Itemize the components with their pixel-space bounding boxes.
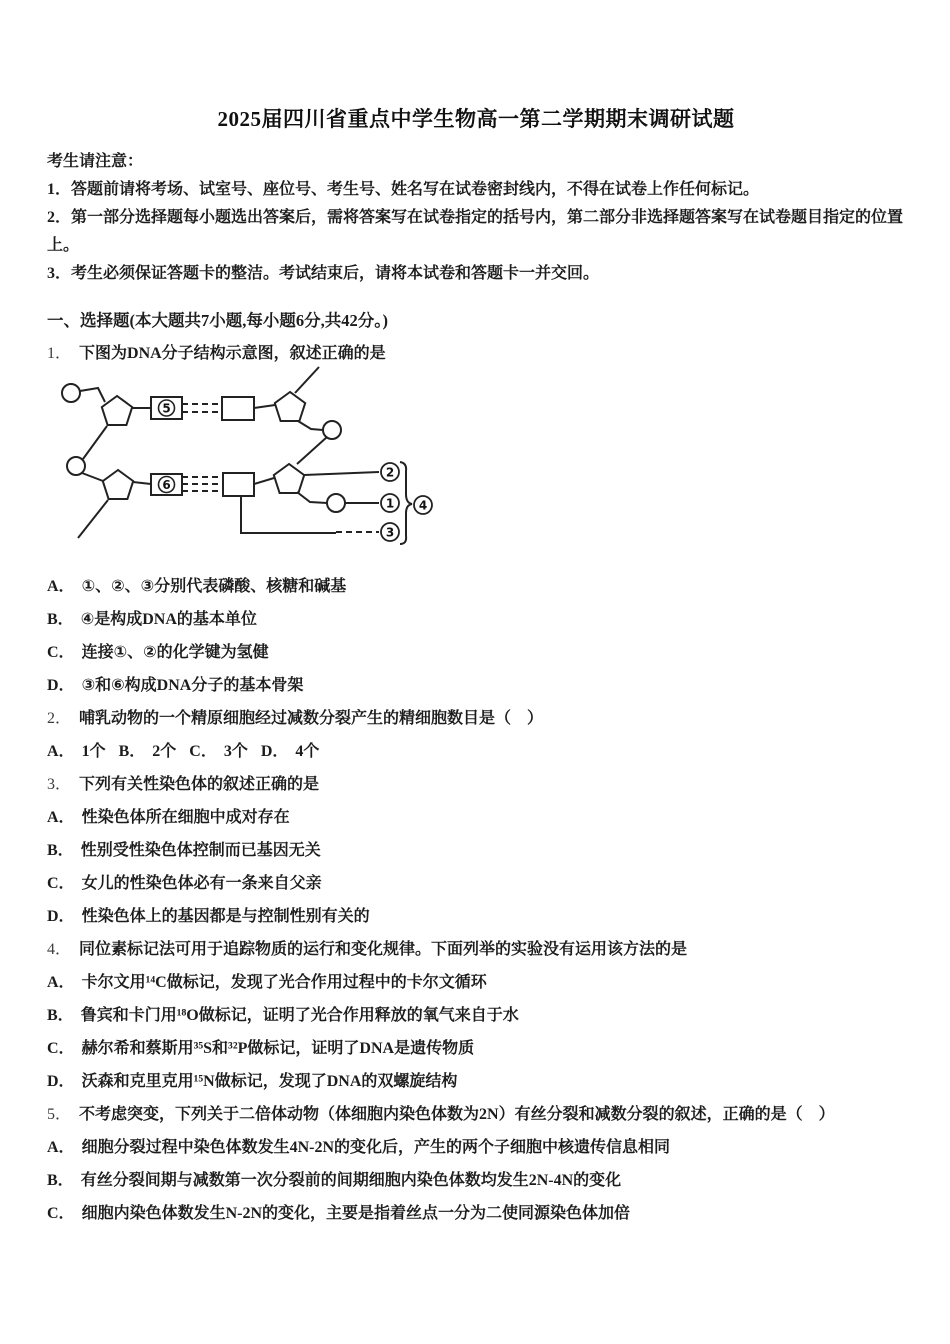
option-label: C． <box>47 644 75 661</box>
option-label: B． <box>47 611 74 628</box>
question-1-stem: 下图为DNA分子结构示意图，叙述正确的是 <box>79 345 386 362</box>
option-text: 3个 <box>223 743 248 760</box>
option-text: 细胞分裂过程中染色体数发生4N-2N的变化后，产生的两个子细胞中核遗传信息相同 <box>81 1139 671 1156</box>
option-label: B． <box>47 842 74 859</box>
option-text: 鲁宾和卡门用¹⁸O做标记，证明了光合作用释放的氧气来自于水 <box>80 1007 519 1024</box>
dna-structure-diagram <box>47 360 449 560</box>
section-heading: 一、选择题(本大题共7小题,每小题6分,共42分。) <box>47 311 388 330</box>
question-2-option <box>189 743 248 760</box>
option-label: B． <box>118 743 146 760</box>
backbone-line <box>82 473 103 481</box>
option-text: 卡尔文用¹⁴C做标记，发现了光合作用过程中的卡尔文循环 <box>81 974 487 991</box>
option-text: 4个 <box>295 743 320 760</box>
question-3-option <box>47 900 905 933</box>
backbone-line <box>80 388 105 402</box>
option-label: A． <box>47 1139 75 1156</box>
diagram-shapes <box>62 367 432 544</box>
page-title: 2025届四川省重点中学生物高一第二学期期末调研试题 <box>217 107 735 131</box>
option-label: A． <box>47 809 75 826</box>
option-label: D． <box>47 677 75 694</box>
option-label: C． <box>189 743 217 760</box>
bond-line <box>254 478 274 484</box>
question-2-option <box>261 743 320 760</box>
diagram-digits <box>162 401 427 539</box>
phosphate-circle <box>323 421 341 439</box>
deoxyribose-pentagon <box>274 464 304 493</box>
notice-heading: 考生请注意： <box>47 153 144 170</box>
label-4: 4 <box>418 498 428 513</box>
option-text: 赫尔希和蔡斯用³⁵S和³²P做标记，证明了DNA是遗传物质 <box>81 1040 475 1057</box>
label-1: 1 <box>385 496 395 511</box>
option-text: ③和⑥构成DNA分子的基本骨架 <box>81 677 304 694</box>
label-3: 3 <box>385 525 395 540</box>
option-label: C． <box>47 1040 75 1057</box>
backbone-line <box>297 492 327 503</box>
option-text: 性染色体所在细胞中成对存在 <box>81 809 290 826</box>
question-4-option <box>47 999 905 1032</box>
question-5-stem: 不考虑突变，下列关于二倍体动物（体细胞内染色体数为2N）有丝分裂和减数分裂的叙述，正确的是（ ） <box>79 1106 835 1123</box>
label-2: 2 <box>385 465 395 480</box>
option-label: A． <box>47 974 75 991</box>
option-label: D． <box>260 743 289 760</box>
question-3 <box>47 768 905 801</box>
option-text: 有丝分裂间期与减数第一次分裂前的间期细胞内染色体数均发生2N-4N的变化 <box>80 1172 622 1189</box>
option-text: 1个 <box>81 743 106 760</box>
question-3-stem: 下列有关性染色体的叙述正确的是 <box>79 776 320 793</box>
bond-line <box>133 482 151 484</box>
question-1-number: 1． <box>47 345 72 362</box>
option-text: 连接①、②的化学键为氢健 <box>81 644 269 661</box>
option-label: A． <box>47 743 75 760</box>
question-2 <box>47 702 905 735</box>
deoxyribose-pentagon <box>103 470 133 499</box>
backbone-line <box>297 437 327 464</box>
option-label: B． <box>47 1172 74 1189</box>
option-text: 性染色体上的基因都是与控制性别有关的 <box>81 908 370 925</box>
question-4-number: 4． <box>47 941 72 958</box>
phosphate-circle <box>327 494 345 512</box>
label-5: 5 <box>162 401 171 416</box>
option-label: D． <box>47 908 75 925</box>
option-label: B． <box>47 1007 74 1024</box>
question-2-option <box>47 743 106 760</box>
option-text: 女儿的性染色体必有一条来自父亲 <box>81 875 322 892</box>
question-2-options-row <box>47 735 905 768</box>
question-5 <box>47 1098 905 1131</box>
question-1 <box>47 337 905 370</box>
notice-line: 2．第一部分选择题每小题选出答案后，需将答案写在试卷指定的括号内，第二部分非选择题答案写在试卷题目指定的位置上。 <box>47 209 904 254</box>
notice-line: 1．答题前请将考场、试室号、座位号、考生号、姓名写在试卷密封线内，不得在试卷上作任何标记。 <box>47 181 760 198</box>
question-3-option <box>47 834 905 867</box>
pointer-line-3 <box>241 496 336 533</box>
question-5-option <box>47 1131 905 1164</box>
question-4 <box>47 933 905 966</box>
option-label: D． <box>47 1073 75 1090</box>
question-3-number: 3． <box>47 776 72 793</box>
question-3-option <box>47 867 905 900</box>
deoxyribose-pentagon <box>102 396 132 425</box>
base-box-top-right <box>222 397 254 420</box>
backbone-line <box>298 421 323 430</box>
question-2-option <box>119 743 177 760</box>
question-5-option <box>47 1164 905 1197</box>
question-4-stem: 同位素标记法可用于追踪物质的运行和变化规律。下面列举的实验没有运用该方法的是 <box>79 941 688 958</box>
grouping-brace <box>400 462 412 544</box>
question-1-option <box>47 669 905 702</box>
deoxyribose-pentagon <box>275 392 305 421</box>
notice-line: 3．考生必须保证答题卡的整洁。考试结束后，请将本试卷和答题卡一并交回。 <box>47 265 600 282</box>
question-5-option <box>47 1197 905 1230</box>
question-5-number: 5． <box>47 1106 72 1123</box>
question-3-option <box>47 801 905 834</box>
option-label: A． <box>47 578 75 595</box>
question-1-option <box>47 603 905 636</box>
option-text: ④是构成DNA的基本单位 <box>80 611 257 628</box>
question-4-option <box>47 1065 905 1098</box>
question-1-option <box>47 636 905 669</box>
option-text: 性别受性染色体控制而已基因无关 <box>80 842 321 859</box>
strand-continuation-line <box>78 500 108 538</box>
question-4-option <box>47 966 905 999</box>
option-text: 细胞内染色体数发生N-2N的变化，主要是指着丝点一分为二使同源染色体加倍 <box>81 1205 631 1222</box>
bond-line <box>254 405 275 408</box>
option-label: C． <box>47 1205 75 1222</box>
pointer-line-2 <box>304 472 379 475</box>
option-text: 沃森和克里克用¹⁵N做标记，发现了DNA的双螺旋结构 <box>81 1073 458 1090</box>
strand-continuation-line <box>295 367 319 393</box>
base-box-bottom-right <box>223 473 254 496</box>
question-2-stem: 哺乳动物的一个精原细胞经过减数分裂产生的精细胞数目是（ ） <box>79 710 544 727</box>
label-6: 6 <box>162 477 171 492</box>
option-label: C． <box>47 875 75 892</box>
question-2-number: 2． <box>47 710 72 727</box>
phosphate-circle <box>62 384 80 402</box>
question-1-option <box>47 570 905 603</box>
option-text: ①、②、③分别代表磷酸、核糖和碱基 <box>81 578 347 595</box>
question-4-option <box>47 1032 905 1065</box>
backbone-line <box>83 426 107 459</box>
option-text: 2个 <box>152 743 177 760</box>
